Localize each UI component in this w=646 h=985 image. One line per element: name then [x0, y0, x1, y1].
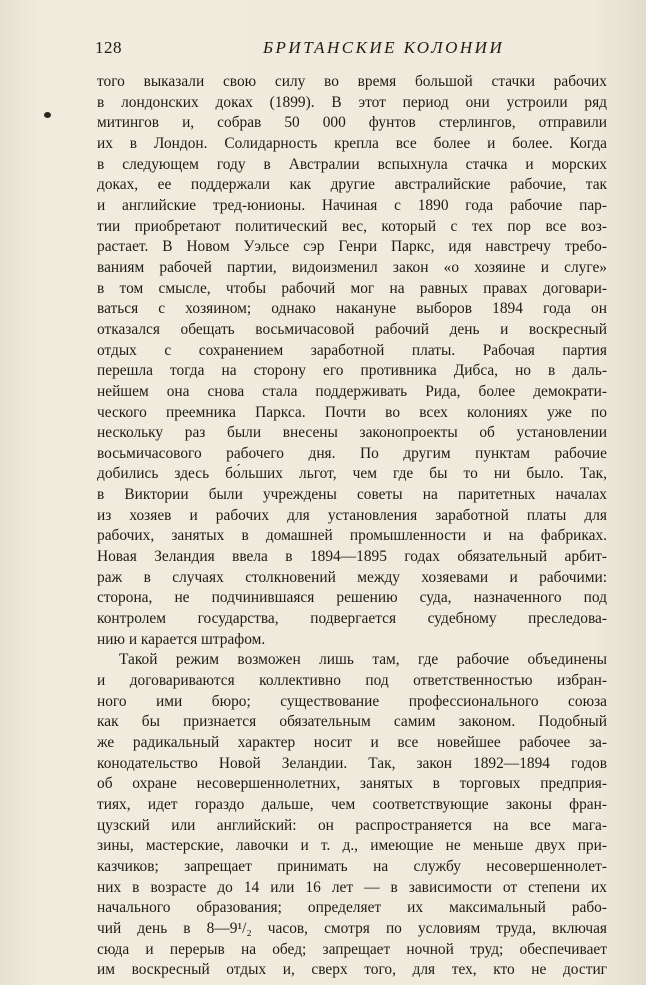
paragraph-end-line: нию и карается штрафом.	[97, 630, 266, 648]
text-line: перешла тогда на сторону его противника Дибса, но в даль-	[97, 362, 607, 380]
text-line: отдых с сохранением заработной платы. Рабочая партия	[97, 341, 607, 359]
text-line: доках, ее поддержали как другие австралийские рабочие, так	[97, 176, 607, 194]
text-line: об охране несовершеннолетних, занятых в торговых предприя-	[97, 775, 607, 793]
text-line: чий день в 8—9¹/₂ часов, смотря по условиям труда, включая	[97, 919, 607, 937]
text-line: контролем государства, подвергается судебному преследова-	[97, 610, 607, 628]
text-line: им воскресный отдых и, сверх того, для тех, кто не достиг	[97, 961, 607, 979]
text-line: раж в случаях столкновений между хозяевами и рабочими:	[97, 568, 607, 586]
text-line: них в возрасте до 14 или 16 лет — в зависимости от степени их	[97, 878, 607, 896]
text-line: ческого преемника Паркса. Почти во всех колониях уже по	[97, 403, 607, 421]
text-line: начального образования; определяет их максимальный рабо-	[97, 899, 607, 917]
text-line: Новая Зеландия ввела в 1894—1895 годах обязательный арбит-	[97, 548, 607, 566]
text-line: конодательство Новой Зеландии. Так, закон 1892—1894 годов	[97, 754, 607, 772]
text-line: митингов и, собрав 50 000 фунтов стерлингов, отправили	[97, 114, 607, 132]
body-text	[97, 72, 607, 981]
text-line: зины, мастерские, лавочки и т. д., имеющие не меньше двух при-	[97, 837, 607, 855]
text-line: тии приобретают политический вес, который с тех пор все воз-	[97, 217, 607, 235]
text-line: и договариваются коллективно под ответственностью избран-	[97, 672, 607, 690]
text-line: ваться с хозяином; однако накануне выборов 1894 года он	[97, 300, 607, 318]
text-line: казчиков; запрещает принимать на службу несовершеннолет-	[97, 857, 607, 875]
text-line: тиях, идет гораздо дальше, чем соответствующие законы фран-	[97, 795, 607, 813]
text-line: сторона, не подчинившаяся решению суда, назначенного под	[97, 589, 607, 607]
running-title: БРИТАНСКИЕ КОЛОНИИ	[263, 38, 505, 57]
text-line: в лондонских доках (1899). В этот период они устроили ряд	[97, 93, 607, 111]
text-line: сюда и перерыв на обед; запрещает ночной труд; обеспечивает	[97, 940, 607, 958]
text-line: восьмичасового рабочего дня. По другим пунктам рабочие	[97, 444, 607, 462]
text-line: того выказали свою силу во время большой стачки рабочих	[97, 73, 607, 90]
text-line: растает. В Новом Уэльсе сэр Генри Паркс, идя навстречу требо-	[97, 238, 607, 256]
text-line: нейшем она снова стала поддерживать Рида, более демократи-	[97, 382, 607, 400]
text-line: как бы признается обязательным самим законом. Подобный	[97, 713, 607, 731]
text-line: цузский или английский: он распространяется на все мага-	[97, 816, 607, 834]
text-line: в Виктории были учреждены советы на паритетных началах	[97, 486, 607, 504]
page-header	[95, 38, 610, 62]
text-line: их в Лондон. Солидарность крепла все более и более. Когда	[97, 134, 607, 152]
text-line: добились здесь бо́льших льгот, чем где бы то ни было. Так,	[97, 465, 607, 483]
text-line: и английские тред-юнионы. Начиная с 1890 года рабочие пар-	[97, 196, 607, 214]
text-line: нескольку раз были внесены законопроекты об установлении	[97, 424, 607, 442]
text-line: в том смысле, чтобы рабочий мог на равных правах договари-	[97, 279, 607, 297]
paragraph-start-line: Такой режим возможен лишь там, где рабочие объединены	[119, 651, 607, 669]
text-line: же радикальный характер носит и все новейшее рабочее за-	[97, 734, 607, 751]
text-line: в следующем году в Австралии вспыхнула стачка и морских	[97, 155, 607, 173]
page-number: 128	[95, 38, 122, 57]
text-line: ного ими бюро; существование профессионального союза	[97, 692, 607, 710]
text-line: из хозяев и рабочих для установления заработной платы для	[97, 506, 607, 524]
margin-ink-mark	[44, 112, 51, 118]
text-line: рабочих, занятых в домашней промышленности и на фабриках.	[97, 527, 607, 545]
text-line: отказался обещать восьмичасовой рабочий день и воскресный	[97, 320, 607, 338]
text-line: ваниям рабочей партии, видоизменил закон «о хозяине и слуге»	[97, 258, 607, 276]
